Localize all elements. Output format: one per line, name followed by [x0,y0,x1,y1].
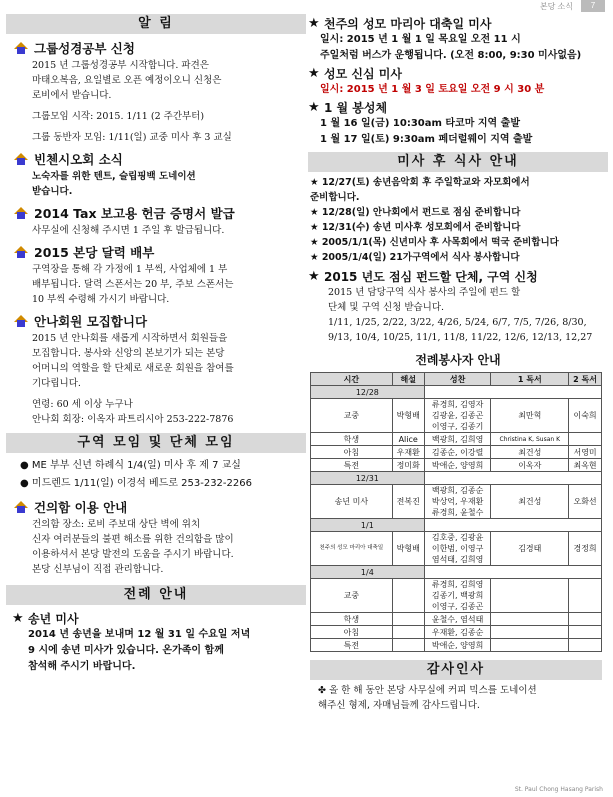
text-line: 2014 년 송년을 보내며 12 월 31 일 수요일 저녁 [28,629,251,640]
minister-pair: 류경희, 김영자 [431,400,484,409]
commentator-cell: 정미화 [392,459,424,472]
notice-item [6,242,306,307]
right-column [308,14,608,713]
minister-pair: 김종기, 백광희 [431,591,484,600]
eucharist-cell [424,639,491,652]
item-body [6,517,306,577]
text-line: 받습니다. [32,186,73,197]
spacer-cell [424,472,601,485]
text-line: 그룹 동반자 모임: 1/11(일) 교중 미사 후 3 교실 [32,132,232,143]
minister-pair: 이영구, 김종곤 [431,602,484,611]
column-header: 성찬 [424,373,491,386]
minister-pair: 김호중, 김광윤 [431,533,484,542]
bullet-icon [14,245,28,259]
text-line: 신자 여러분들의 불편 해소를 위한 건의함을 많이 [32,534,234,545]
minister-pair: 이영구, 김종기 [431,422,484,431]
reader1-cell [491,579,569,613]
minister-pair: 우재환, 김종순 [431,627,484,637]
commentator-cell [392,613,424,626]
item-title-row [6,149,306,169]
bullet-icon [14,206,28,220]
announcement-body [308,116,608,148]
notice-item [6,311,306,427]
fund-title: ★ 2015 년도 점심 펀드할 단체, 구역 신청 [308,268,538,284]
group-line: ● 미드렌드 1/11(일) 이경석 베드로 253-232-2266 [20,478,252,489]
minister-pair: 백광희, 김희영 [431,434,484,444]
minister-pair: 류경희, 윤철수 [431,508,484,517]
item-title: 건의함 이용 안내 [34,500,128,515]
table-row [311,399,602,433]
minister-pair: 이한범, 이영구 [431,544,484,553]
table-row [311,433,602,446]
reader1-cell [491,639,569,652]
time-cell: 학생 [311,613,393,626]
reader2-cell: 이숙희 [569,399,602,433]
item-title: 빈첸시오회 소식 [34,152,123,167]
time-cell: 송년 미사 [311,485,393,519]
date-cell: 1/1 [311,519,425,532]
date-cell: 1/4 [311,566,425,579]
eucharist-cell [424,399,491,433]
text-line: 2015 년 담당구역 식사 봉사의 주일에 펀드 할 [328,287,521,298]
table-row [311,446,602,459]
item-body [6,223,306,238]
time-cell: 천주의 성모 마리아 대축일 [311,532,393,566]
text-line: 참석해 주시기 바랍니다. [28,661,136,672]
roster-header-row [311,373,602,386]
thanks-line: ✤ 올 한 해 동안 본당 사무실에 커피 믹스를 도네이션 [318,685,537,696]
commentator-cell [392,639,424,652]
fund-body [308,285,608,345]
text-line: 로비에서 받습니다. [32,90,112,101]
notice-heading: 알 림 [6,14,306,34]
item-title: 안나회원 모집합니다 [34,314,148,329]
roster-table [310,372,602,652]
mass-announcements [308,14,608,148]
item-body [6,331,306,427]
meal-item: ★ 12/27(토) 송년음악회 후 주일학교와 자모회에서 [310,177,530,188]
meal-item: ★ 2005/1/1(목) 신년미사 후 사목회에서 떡국 준비합니다 [310,237,559,248]
reader2-cell [569,626,602,639]
left-column [6,14,306,675]
date-cell: 12/28 [311,386,425,399]
column-header: 해설 [392,373,424,386]
minister-pair: 백광희, 김종순 [431,486,484,495]
text-line: 10 부씩 수령해 가시기 바랍니다. [32,294,170,305]
reader2-cell: 서영미 [569,446,602,459]
eucharist-cell [424,433,491,446]
announcement-title [308,14,608,32]
star-icon: ★ [308,99,320,115]
eucharist-cell [424,626,491,639]
announcement-title [308,98,608,116]
commentator-cell: 우재환 [392,446,424,459]
reader2-cell [569,579,602,613]
year-end-mass-title: ★ 송년 미사 [12,610,79,626]
thanks-line: 해주신 형제, 자매님들께 감사드립니다. [318,700,480,711]
commentator-cell [392,579,424,613]
notice-item [6,149,306,199]
announcement-title [308,64,608,82]
text-line: 주일처럼 버스가 운행됩니다. (오전 8:00, 9:30 미사없음) [320,50,582,61]
spacer-cell [424,519,601,532]
page-number: 7 [581,0,605,12]
table-row [311,485,602,519]
text-line: 어머니의 역할을 할 단체로 새로운 회원을 참여를 [32,363,234,374]
text-line: 건의함 장소: 로비 주보대 상단 벽에 위치 [32,519,201,530]
spacer-cell [424,566,601,579]
commentator-cell: 전복진 [392,485,424,519]
item-body [6,58,306,145]
title-text: 천주의 성모 마리아 대축일 미사 [324,16,492,31]
reader1-cell [491,626,569,639]
suggestion-box-item [6,497,306,577]
time-cell: 교중 [311,399,393,433]
meal-item: ★ 2005/1/4(일) 21가구역에서 식사 봉사합니다 [310,252,520,263]
text-line: 노숙자를 위한 텐트, 슬립핑백 도네이션 [32,171,196,182]
minister-pair: 박애순, 양영희 [431,460,484,470]
reader2-cell: 오화선 [569,485,602,519]
meal-heading: 미사 후 식사 안내 [308,152,608,172]
minister-pair: 김광윤, 김종곤 [431,411,484,420]
reader2-cell: 경정희 [569,532,602,566]
meal-item: ★ 12/28(일) 안나회에서 펀드로 점심 준비합니다 [310,207,521,218]
roster-heading: 전례봉사자 안내 [415,353,501,367]
reader1-cell: 최건성 [491,446,569,459]
table-row [311,566,602,579]
text-line: 9 시에 송년 미사가 있습니다. 온가족이 함께 [28,645,224,656]
thanks-heading: 감사인사 [310,660,602,680]
table-row [311,459,602,472]
text-line: 안나회 회장: 이옥자 파트리시아 253-222-7876 [32,414,234,425]
reader1-cell: 최만혁 [491,399,569,433]
star-icon: ★ [308,268,320,284]
table-row [311,613,602,626]
table-row [311,472,602,485]
text-line: 일시: 2015 년 1 월 3 일 토요일 오전 9 시 30 분 [320,84,545,95]
item-body [6,262,306,307]
star-icon: ★ [308,65,320,81]
parish-footer: St. Paul Chong Hasang Parish [514,786,603,793]
text-line: 1 월 17 일(토) 9:30am 페더럴웨이 지역 출발 [320,134,533,145]
eucharist-cell [424,532,491,566]
text-line: 2015 년 안나회를 새롭게 시작하면서 회원들을 [32,333,228,344]
table-row [311,579,602,613]
item-title-row [6,242,306,262]
minister-pair: 박애순, 양영희 [431,640,484,650]
commentator-cell: 박형배 [392,399,424,433]
reader2-cell [569,433,602,446]
thanks-body [308,683,608,713]
text-line: 이용하셔서 본당 발전의 도움을 주시기 바랍니다. [32,549,234,560]
text-line: 배부됩니다. 달력 스폰서는 20 부, 주보 스폰서는 [32,279,234,290]
table-row [311,639,602,652]
reader1-cell [491,613,569,626]
text-line: 2015 년 그룹성경공부 시작합니다. 파견은 [32,60,209,71]
reader2-cell [569,639,602,652]
commentator-cell [392,626,424,639]
text-line: 사무실에 신청해 주시면 1 주일 후 발급됩니다. [32,225,225,236]
item-title: 2015 본당 달력 배부 [34,245,155,260]
group-line: ● ME 부부 신년 하례식 1/4(일) 미사 후 제 7 교실 [20,460,241,471]
bullet-icon [14,152,28,166]
text-line: 그룹모임 시작: 2015. 1/11 (2 주간부터) [32,111,205,122]
announcement-body [308,82,608,98]
commentator-cell: Alice [392,433,424,446]
column-header: 1 독서 [491,373,569,386]
group-meeting-list [6,457,306,493]
item-title-row [6,38,306,58]
title-text: 성모 신심 미사 [324,66,402,81]
star-icon: ★ [308,15,320,31]
eucharist-cell [424,485,491,519]
item-title-row [6,311,306,331]
bullet-icon [14,41,28,55]
text-line: 본당 신부님이 직접 관리합니다. [32,564,164,575]
eucharist-cell [424,446,491,459]
reader2-cell [569,613,602,626]
reader1-cell: 김경태 [491,532,569,566]
meal-item: 준비합니다. [310,192,360,203]
meal-list [308,175,608,265]
year-end-mass-body [6,627,306,675]
text-line: 1/11, 1/25, 2/22, 3/22, 4/26, 5/24, 6/7, 7/5, 7/26, 8/30, [328,317,587,328]
item-body [6,169,306,199]
notice-item [6,203,306,238]
announcement-body [308,32,608,64]
table-row [311,532,602,566]
time-cell: 아침 [311,446,393,459]
time-cell: 아침 [311,626,393,639]
date-cell: 12/31 [311,472,425,485]
table-row [311,626,602,639]
reader1-cell: Christina K, Susan K [491,433,569,446]
notice-list [6,38,306,427]
reader1-cell: 최건성 [491,485,569,519]
eucharist-cell [424,459,491,472]
text-line: 일시: 2015 년 1 월 1 일 목요일 오전 11 시 [320,34,521,45]
minister-pair: 염석태, 김희영 [431,555,484,564]
liturgy-heading: 전례 안내 [6,585,306,605]
time-cell: 교중 [311,579,393,613]
minister-pair: 박상억, 우재환 [431,497,484,506]
time-cell: 학생 [311,433,393,446]
time-cell: 특전 [311,639,393,652]
reader2-cell: 최옥현 [569,459,602,472]
table-row [311,386,602,399]
notice-item [6,38,306,145]
eucharist-cell [424,613,491,626]
text-line: 모집합니다. 봉사와 신앙의 본보기가 되는 본당 [32,348,225,359]
star-icon: ★ [12,610,24,626]
text-line: 구역장을 통해 각 가정에 1 부씩, 사업체에 1 부 [32,264,228,275]
text-line: 기다립니다. [32,378,81,389]
minister-pair: 김종순, 이강렬 [431,447,484,457]
text-line: 1 월 16 일(금) 10:30am 타코마 지역 출발 [320,118,520,129]
table-row [311,519,602,532]
spacer-cell [424,386,601,399]
item-title: 그룹성경공부 신청 [34,41,135,56]
bullet-icon [14,500,28,514]
item-title: 2014 Tax 보고용 헌금 증명서 발급 [34,206,235,221]
bullet-icon [14,314,28,328]
groups-heading: 구역 모임 및 단체 모임 [6,433,306,453]
meal-item: ★ 12/31(수) 송년 미사후 성모회에서 준비합니다 [310,222,521,233]
time-cell: 특전 [311,459,393,472]
page-header [0,0,613,14]
minister-pair: 류경희, 김희영 [431,580,484,589]
text-line: 연령: 60 세 이상 누구나 [32,399,133,410]
text-line: 마태오복음, 요일별로 오픈 예정이오니 신청은 [32,75,222,86]
column-header: 2 독서 [569,373,602,386]
minister-pair: 윤철수, 염석태 [431,614,484,624]
text-line: 단체 및 구역 신청 받습니다. [328,302,445,313]
column-header: 시간 [311,373,393,386]
eucharist-cell [424,579,491,613]
commentator-cell: 박형배 [392,532,424,566]
title-text: 1 월 봉성체 [324,100,388,115]
reader1-cell: 이옥자 [491,459,569,472]
header-title: 본당 소식 [539,2,573,11]
text-line: 9/13, 10/4, 10/25, 11/1, 11/8, 11/22, 12/6, 12/13, 12,27 [328,332,593,343]
item-title-row [6,203,306,223]
